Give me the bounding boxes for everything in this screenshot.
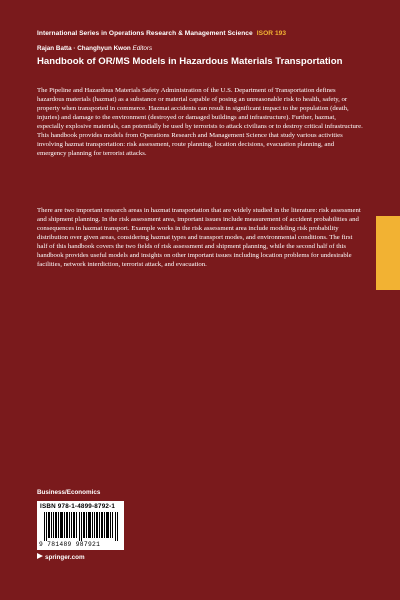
description-paragraph-2: There are two important research areas in hazmat transportation that are widely studied in the literature: risk assessment and shipment planning. In the risk assessment area, important issues include measurement of accident probabilities and consequences in hazmat transport. Example works in the risk assessment area include modeling risk probability distribution over given areas, considering hazmat types and transport modes, and environmental conditions. The first half of this handbook covers the two fields of risk assessment and shipment planning, while the second half of this handbook provides useful models and insights on other important issues including location problems for undesirable facilities, network interdiction, terrorist attack, and evacuation.: [37, 207, 361, 269]
series-name: International Series in Operations Research & Management Science: [37, 30, 253, 37]
editors-line: [37, 45, 152, 52]
editors-role: Editors: [132, 45, 153, 52]
accent-tab: [376, 216, 400, 290]
description-paragraph-1: The Pipeline and Hazardous Materials Safety Administration of the U.S. Department of Transportation defines hazardous materials (hazmat) as a substance or material capable of posing an unreasonable risk to health, safety, or property when transported in commerce. Hazmat accidents can result in significant impact to the population (death, injuries) and damage to the environment (destroyed or damaged buildings and infrastructure). Further, hazmat, especially explosive materials, can potentially be used by terrorists to attack civilians or to destroy critical infrastructure. This handbook provides models from Operations Research and Management Science that study various activities involving hazmat transportation: risk assessment, route planning, location decisions, evacuation planning, and emergency planning for terrorist attacks.: [37, 87, 363, 158]
barcode-box: [37, 501, 124, 550]
subject-category: Business/Economics: [37, 489, 101, 496]
website-url[interactable]: springer.com: [45, 554, 85, 561]
publisher-website[interactable]: [37, 553, 85, 561]
editor-names: Rajan Batta · Changhyun Kwon: [37, 45, 131, 52]
barcode-digits: 9 781489 987921: [39, 541, 101, 548]
arrow-right-icon: [37, 553, 43, 559]
series-line: [37, 30, 286, 37]
isbn-label: ISBN 978-1-4899-8792-1: [40, 503, 116, 510]
series-number: ISOR 193: [256, 30, 287, 37]
book-title: Handbook of OR/MS Models in Hazardous Materials Transportation: [37, 56, 343, 67]
barcode-icon: [44, 512, 118, 541]
